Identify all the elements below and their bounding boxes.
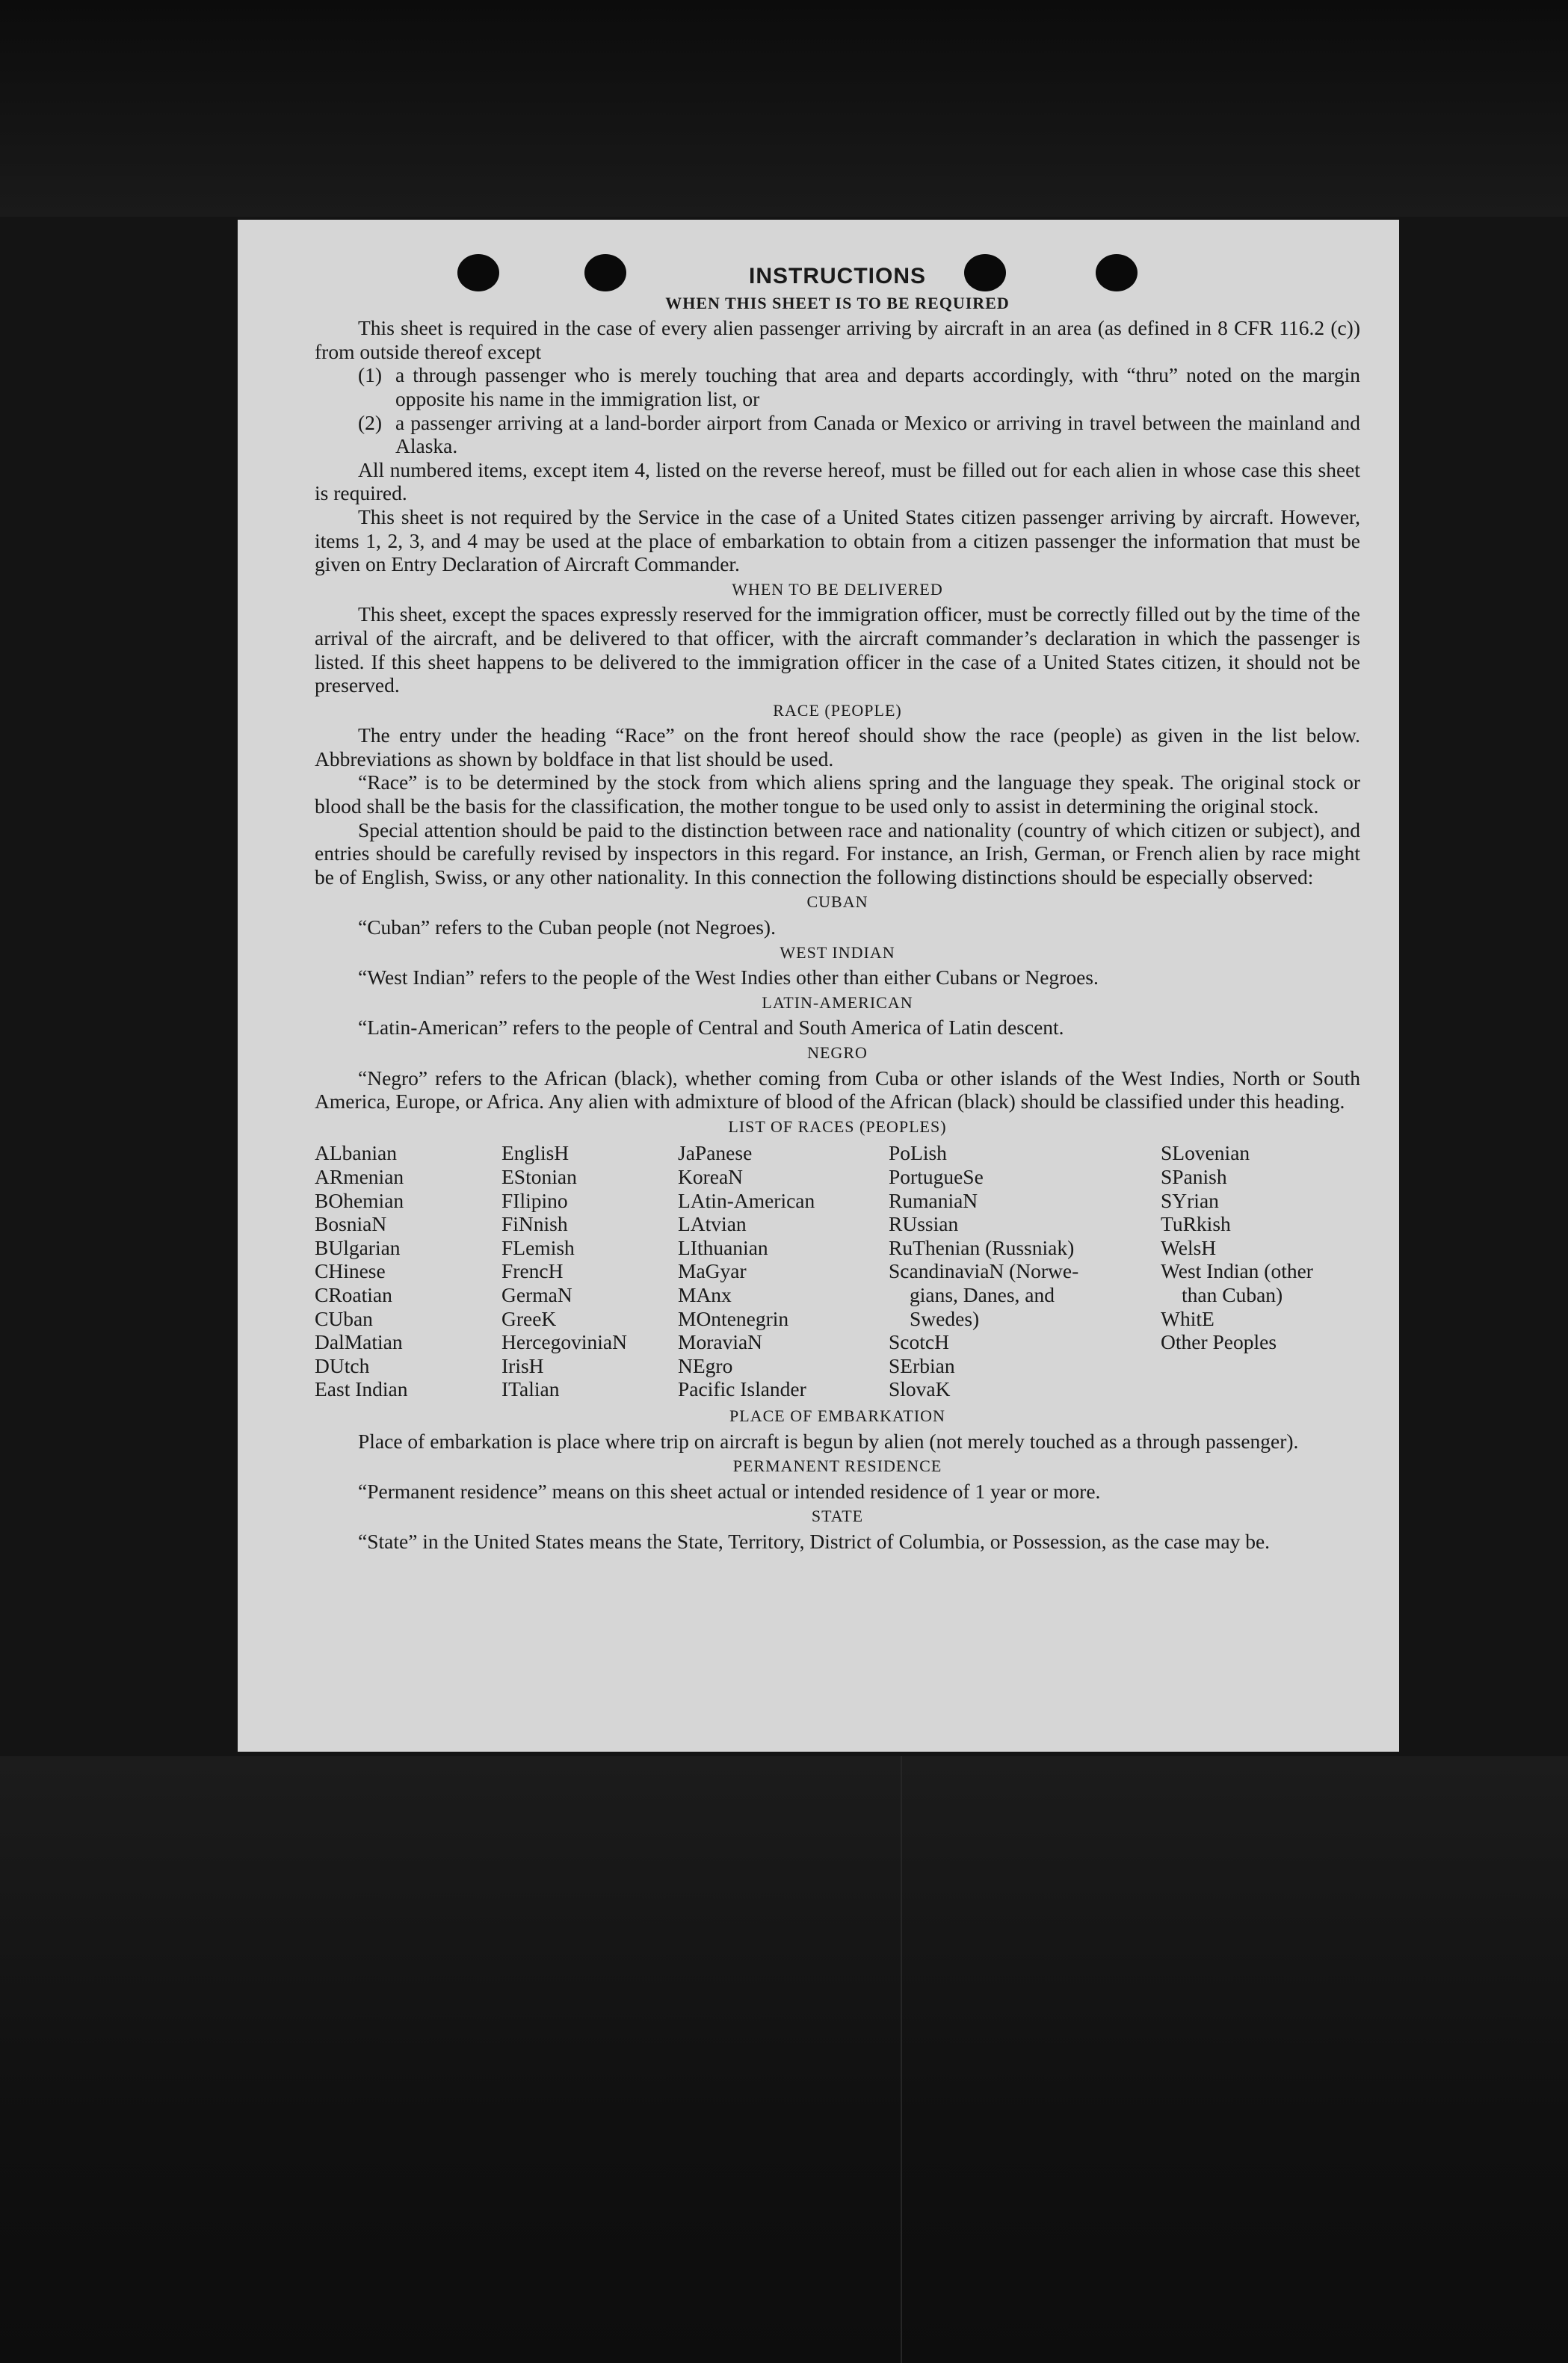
heading-state: STATE (811, 1507, 864, 1526)
race-entry: PoLish (889, 1141, 947, 1165)
race-entry: JaPanese (678, 1141, 753, 1165)
race-column-1 (315, 1141, 501, 1401)
heading-place-of-embarkation: PLACE OF EMBARKATION (729, 1406, 945, 1425)
race-entry-continued: gians, Danes, and (910, 1282, 1055, 1306)
race-entry: CHinese (315, 1259, 386, 1283)
race-entry: ITalian (501, 1377, 560, 1401)
race-column-5 (1161, 1141, 1340, 1401)
race-entry: FiNnish (501, 1212, 568, 1236)
punch-hole (964, 254, 1006, 291)
race-entry: HercegoviniaN (501, 1330, 627, 1354)
race-entry: MAnx (678, 1282, 732, 1306)
race-entry: SYrian (1161, 1188, 1219, 1212)
race-entry: MaGyar (678, 1259, 747, 1283)
race-entry: WhitE (1161, 1306, 1214, 1330)
race-entry: Pacific Islander (678, 1377, 806, 1401)
race-entry: CUban (315, 1306, 373, 1330)
race-entry-continued: than Cuban) (1182, 1282, 1283, 1306)
heading-permanent-residence: PERMANENT RESIDENCE (732, 1457, 942, 1476)
scan-fold-line (901, 1756, 902, 2363)
race-entry: BUlgarian (315, 1235, 401, 1259)
race-entry: BOhemian (315, 1188, 404, 1212)
race-entry: LIthuanian (678, 1235, 768, 1259)
paragraph-delivery: This sheet, except the spaces expressly reserved for the immigration officer, must be correctly filled out by the time of the arrival of the aircraft, and be delivered to that officer, with the aircraft commander’s declaration in which the passenger is listed. If this sheet happens to be delivered to the immigration officer in the case of a United States citizen, it should not be preserved. (315, 602, 1360, 697)
heading-negro: NEGRO (807, 1043, 868, 1062)
race-entry: ALbanian (315, 1141, 397, 1165)
paragraph-race-nationality: Special attention should be paid to the distinction between race and nationality (country of which citizen or subject), and entries should be carefully revised by inspectors in this regard. For instance, an Irish, German, or French alien by race might be of English, Swiss, or any other nationality. In this connection the following distinctions should be especially observed: (315, 818, 1360, 889)
race-entry: NEgro (678, 1353, 733, 1377)
paragraph-residence: “Permanent residence” means on this sheet actual or intended residence of 1 year or more. (358, 1479, 1101, 1503)
race-entry: GreeK (501, 1306, 557, 1330)
punch-hole (457, 254, 499, 291)
race-entry: CRoatian (315, 1282, 392, 1306)
paragraph-latin-american: “Latin-American” refers to the people of Central and South America of Latin descent. (358, 1016, 1064, 1040)
race-entry: MoraviaN (678, 1330, 763, 1354)
race-entry: LAtin-American (678, 1188, 815, 1212)
heading-race: RACE (PEOPLE) (773, 700, 902, 720)
instruction-sheet (238, 220, 1399, 1752)
race-list (315, 1141, 1360, 1401)
race-entry: RUssian (889, 1212, 959, 1236)
paragraph-citizen-passenger: This sheet is not required by the Service in the case of a United States citizen passenger arriving by aircraft. However, items 1, 2, 3, and 4 may be used at the place of embarkation to obtain from a citizen passenger the information that must be given on Entry Declaration of Aircraft Commander. (315, 504, 1360, 576)
race-entry: FrencH (501, 1259, 564, 1283)
race-entry: PortugueSe (889, 1164, 984, 1188)
race-entry: RumaniaN (889, 1188, 978, 1212)
race-entry: EnglisH (501, 1141, 570, 1165)
race-entry: BosniaN (315, 1212, 387, 1236)
paragraph-west-indian: “West Indian” refers to the people of the West Indies other than either Cubans or Negroes. (358, 966, 1099, 989)
race-entry: West Indian (other (1161, 1259, 1313, 1283)
race-entry: KoreaN (678, 1164, 744, 1188)
race-entry: FIlipino (501, 1188, 568, 1212)
punch-hole (1096, 254, 1138, 291)
race-column-4 (889, 1141, 1161, 1401)
race-entry: SLovenian (1161, 1141, 1250, 1165)
race-entry: GermaN (501, 1282, 572, 1306)
race-entry: ARmenian (315, 1164, 404, 1188)
heading-list-of-races: LIST OF RACES (PEOPLES) (728, 1116, 947, 1136)
race-entry: TuRkish (1161, 1212, 1231, 1236)
exception-text: a passenger arriving at a land-border airport from Canada or Mexico or arriving in travel between the mainland and Alaska. (395, 410, 1360, 458)
paragraph-numbered-items: All numbered items, except item 4, listed on the reverse hereof, must be filled out for each alien in whose case this sheet is required. (315, 457, 1360, 505)
paragraph-race-definition: “Race” is to be determined by the stock from which aliens spring and the language they speak. The original stock or blood shall be the basis for the classification, the mother tongue to be used only to assist in determining the original stock. (315, 770, 1360, 818)
race-entry: WelsH (1161, 1235, 1217, 1259)
race-entry: DalMatian (315, 1330, 403, 1354)
paragraph-negro: “Negro” refers to the African (black), whether coming from Cuba or other islands of the West Indies, North or South America, Europe, or Africa. Any alien with admixture of blood of the African (black) should be classified under this heading. (315, 1066, 1360, 1113)
race-entry: East Indian (315, 1377, 408, 1401)
exception-number: (1) (358, 363, 383, 387)
heading-when-delivered: WHEN TO BE DELIVERED (732, 579, 943, 599)
heading-west-indian: WEST INDIAN (780, 942, 895, 962)
punch-hole (584, 254, 626, 291)
scan-background-bottom (0, 1756, 1568, 2363)
race-entry: SErbian (889, 1353, 955, 1377)
race-entry: ScandinaviaN (Norwe- (889, 1259, 1079, 1283)
race-entry: RuThenian (Russniak) (889, 1235, 1075, 1259)
paragraph-embarkation: Place of embarkation is place where trip on aircraft is begun by alien (not merely touched as a through passenger). (358, 1429, 1299, 1453)
race-entry: EStonian (501, 1164, 577, 1188)
race-entry: LAtvian (678, 1212, 747, 1236)
race-entry: IrisH (501, 1353, 544, 1377)
exception-text: a through passenger who is merely touching that area and departs accordingly, with “thru” noted on the margin opposite his name in the immigration list, or (395, 363, 1360, 410)
scan-background-top (0, 0, 1568, 217)
paragraph-required-intro: This sheet is required in the case of every alien passenger arriving by aircraft in an area (as defined in 8 CFR 116.2 (c)) from outside thereof except (315, 316, 1360, 363)
race-column-3 (678, 1141, 889, 1401)
exception-item (358, 411, 1360, 458)
paragraph-race-entry: The entry under the heading “Race” on the front hereof should show the race (people) as given in the list below. Abbreviations as shown by boldface in that list should be used. (315, 723, 1360, 770)
race-column-2 (501, 1141, 678, 1401)
race-entry: ScotcH (889, 1330, 949, 1354)
page-title: INSTRUCTIONS (749, 264, 926, 288)
paragraph-state: “State” in the United States means the State, Territory, District of Columbia, or Possession, as the case may be. (358, 1529, 1271, 1553)
race-entry: Other Peoples (1161, 1330, 1277, 1354)
race-entry: SPanish (1161, 1164, 1227, 1188)
heading-latin-american: LATIN-AMERICAN (762, 992, 913, 1012)
heading-cuban: CUBAN (806, 892, 868, 912)
race-entry: MOntenegrin (678, 1306, 789, 1330)
race-entry-continued: Swedes) (910, 1306, 980, 1330)
paragraph-cuban: “Cuban” refers to the Cuban people (not Negroes). (358, 915, 776, 939)
race-entry: FLemish (501, 1235, 575, 1259)
race-entry: SlovaK (889, 1377, 951, 1401)
exception-number: (2) (358, 410, 383, 434)
race-entry: DUtch (315, 1353, 370, 1377)
heading-when-required: WHEN THIS SHEET IS TO BE REQUIRED (665, 293, 1010, 312)
exception-item (358, 363, 1360, 410)
